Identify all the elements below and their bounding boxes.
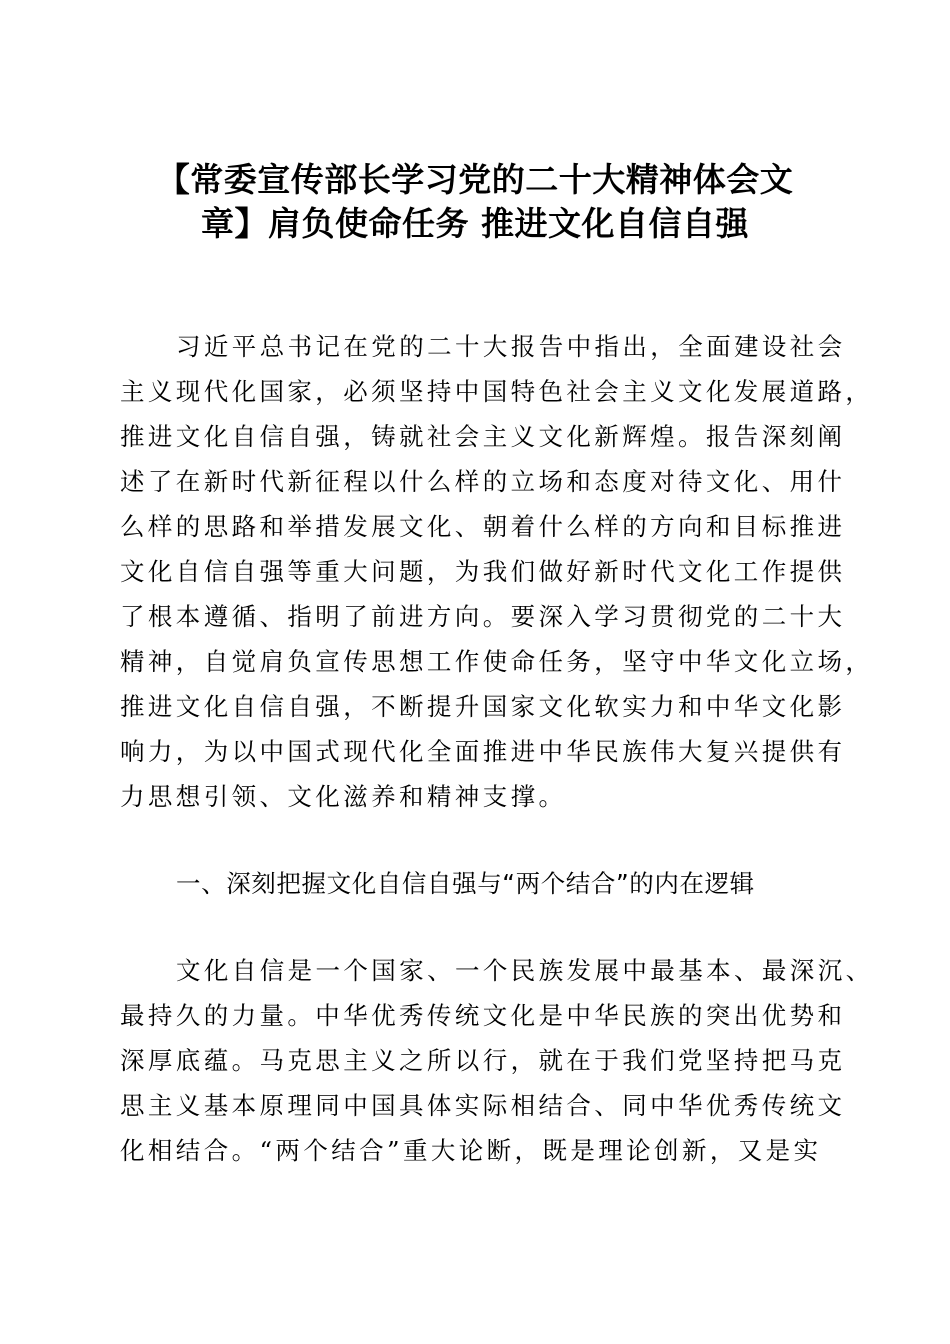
paragraph-line: 述了在新时代新征程以什么样的立场和态度对待文化、用什 [120, 467, 846, 496]
paragraph-line: 力思想引领、文化滋养和精神支撑。 [120, 782, 567, 811]
title-line: 【常委宣传部长学习党的二十大精神体会文 [156, 160, 794, 199]
paragraph-line: 响力，为以中国式现代化全面推进中华民族伟大复兴提供有 [120, 737, 846, 766]
section-heading: 一、深刻把握文化自信自强与“两个结合”的内在逻辑 [176, 869, 755, 898]
paragraph-line: 推进文化自信自强，不断提升国家文化软实力和中华文化影 [120, 692, 846, 721]
paragraph-line: 思主义基本原理同中国具体实际相结合、同中华优秀传统文 [120, 1091, 846, 1120]
paragraph-line: 文化自信自强等重大问题，为我们做好新时代文化工作提供 [120, 557, 846, 586]
paragraph-line: 主义现代化国家，必须坚持中国特色社会主义文化发展道路， [120, 377, 874, 406]
paragraph-line: 化相结合。“两个结合”重大论断，既是理论创新，又是实 [120, 1136, 822, 1165]
title-line: 章】肩负使命任务 推进文化自信自强 [201, 204, 749, 243]
paragraph-line: 精神，自觉肩负宣传思想工作使命任务，坚守中华文化立场， [120, 647, 874, 676]
paragraph-line: 深厚底蕴。马克思主义之所以行，就在于我们党坚持把马克 [120, 1046, 846, 1075]
intro-paragraph [120, 324, 874, 819]
paragraph-line: 习近平总书记在党的二十大报告中指出，全面建设社会 [176, 332, 846, 361]
document-title [140, 158, 810, 246]
paragraph-line: 了根本遵循、指明了前进方向。要深入学习贯彻党的二十大 [120, 602, 846, 631]
paragraph-line: 文化自信是一个国家、一个民族发展中最基本、最深沉、 [176, 956, 874, 985]
section1-paragraph [120, 948, 874, 1173]
paragraph-line: 么样的思路和举措发展文化、朝着什么样的方向和目标推进 [120, 512, 846, 541]
paragraph-line: 最持久的力量。中华优秀传统文化是中华民族的突出优势和 [120, 1001, 846, 1030]
paragraph-line: 推进文化自信自强，铸就社会主义文化新辉煌。报告深刻阐 [120, 422, 846, 451]
